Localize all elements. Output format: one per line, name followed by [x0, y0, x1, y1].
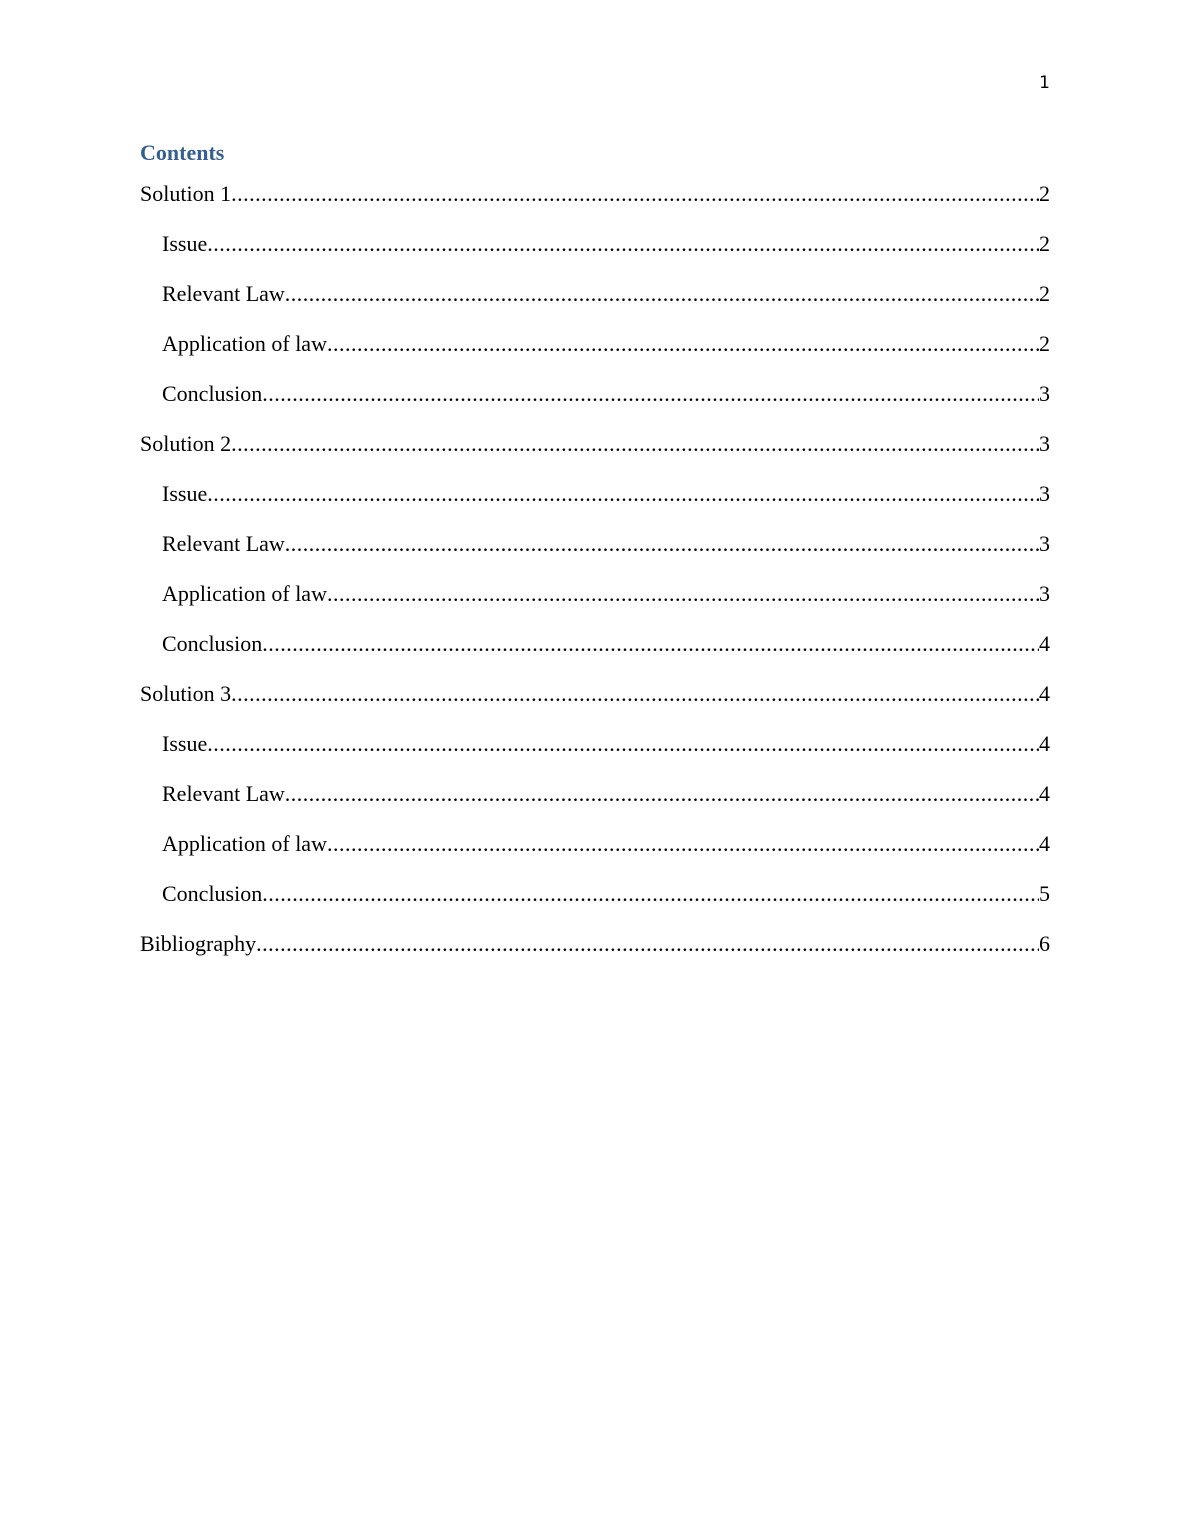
toc-title: Contents [140, 140, 225, 165]
toc-dot-leader [285, 280, 1039, 308]
toc-entry-solution-2-conclusion[interactable] [140, 630, 1050, 680]
toc-entry-label: Issue [162, 731, 208, 756]
toc-entry-page: 3 [1039, 581, 1050, 606]
toc-entry-solution-2-relevant-law[interactable] [140, 530, 1050, 580]
toc-entry-label: Issue [162, 481, 208, 506]
toc-entry-page: 2 [1039, 181, 1050, 206]
table-of-contents [140, 180, 1050, 980]
toc-dot-leader [231, 180, 1039, 208]
toc-dot-leader [262, 630, 1039, 658]
toc-entry-solution-2-application-of-law[interactable] [140, 580, 1050, 630]
toc-entry-label: Solution 3 [140, 681, 232, 706]
toc-dot-leader [285, 780, 1039, 808]
toc-entry-page: 6 [1039, 931, 1050, 956]
toc-dot-leader [285, 530, 1039, 558]
toc-entry-page: 2 [1039, 331, 1050, 356]
toc-entry-page: 3 [1039, 381, 1050, 406]
page-number: 1 [1039, 73, 1050, 93]
toc-dot-leader [256, 930, 1039, 958]
toc-dot-leader [327, 830, 1039, 858]
toc-entry-label: Application of law [162, 331, 327, 356]
toc-entry-solution-1-application-of-law[interactable] [140, 330, 1050, 380]
toc-entry-label: Bibliography [140, 931, 257, 956]
toc-entry-solution-2-issue[interactable] [140, 480, 1050, 530]
toc-entry-solution-1-conclusion[interactable] [140, 380, 1050, 430]
toc-entry-solution-3-relevant-law[interactable] [140, 780, 1050, 830]
toc-entry-page: 2 [1039, 281, 1050, 306]
toc-entry-label: Issue [162, 231, 208, 256]
toc-dot-leader [207, 730, 1039, 758]
toc-entry-label: Application of law [162, 581, 327, 606]
toc-entry-page: 4 [1039, 831, 1050, 856]
toc-entry-page: 3 [1039, 531, 1050, 556]
toc-entry-label: Conclusion [162, 381, 263, 406]
toc-entry-solution-3[interactable] [140, 680, 1050, 730]
toc-entry-solution-1-issue[interactable] [140, 230, 1050, 280]
toc-dot-leader [231, 680, 1039, 708]
toc-dot-leader [262, 380, 1039, 408]
toc-entry-solution-2[interactable] [140, 430, 1050, 480]
toc-entry-page: 2 [1039, 231, 1050, 256]
toc-entry-label: Solution 2 [140, 431, 232, 456]
toc-dot-leader [262, 880, 1039, 908]
toc-entry-label: Relevant Law [162, 281, 285, 306]
toc-entry-label: Application of law [162, 831, 327, 856]
toc-entry-label: Solution 1 [140, 181, 232, 206]
toc-entry-label: Relevant Law [162, 781, 285, 806]
toc-entry-solution-1[interactable] [140, 180, 1050, 230]
toc-entry-bibliography[interactable] [140, 930, 1050, 980]
toc-entry-solution-3-application-of-law[interactable] [140, 830, 1050, 880]
toc-dot-leader [231, 430, 1039, 458]
toc-entry-page: 5 [1039, 881, 1050, 906]
toc-entry-page: 4 [1039, 781, 1050, 806]
toc-entry-label: Conclusion [162, 631, 263, 656]
toc-entry-solution-1-relevant-law[interactable] [140, 280, 1050, 330]
toc-dot-leader [207, 230, 1039, 258]
toc-entry-page: 3 [1039, 431, 1050, 456]
toc-entry-page: 4 [1039, 631, 1050, 656]
toc-entry-solution-3-issue[interactable] [140, 730, 1050, 780]
toc-dot-leader [207, 480, 1039, 508]
toc-dot-leader [327, 330, 1039, 358]
toc-entry-page: 4 [1039, 731, 1050, 756]
toc-entry-page: 3 [1039, 481, 1050, 506]
toc-entry-page: 4 [1039, 681, 1050, 706]
toc-entry-label: Conclusion [162, 881, 263, 906]
toc-entry-solution-3-conclusion[interactable] [140, 880, 1050, 930]
toc-dot-leader [327, 580, 1039, 608]
toc-entry-label: Relevant Law [162, 531, 285, 556]
